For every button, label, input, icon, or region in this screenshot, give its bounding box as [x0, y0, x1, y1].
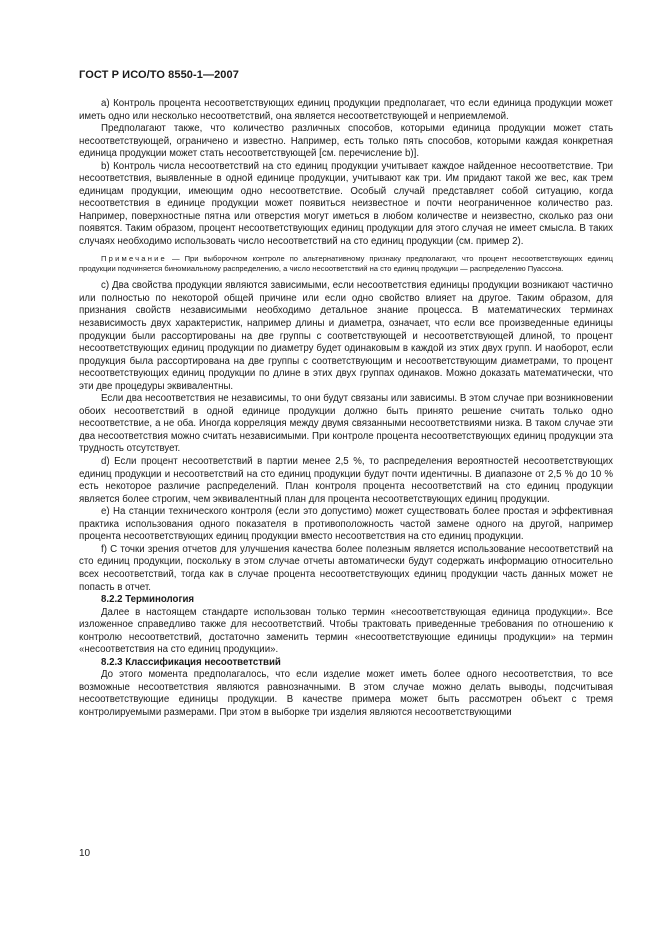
paragraph: Если два несоответствия не независимы, то они будут связаны или зависимы. В этом случае при возникновении обоих несоответствий в одной единице продукции должно быть принято решение считать только одно несоответствие, а не оба. Иногда корреляция между двумя связанными несоответствиями низка. В таком случае эти два несоответствия можно считать независимыми. При контроле процента несоответствующих единиц продукции эта трудность отсутствует.: [79, 393, 613, 455]
note: [79, 254, 613, 275]
paragraph-a: a) Контроль процента несоответствующих единиц продукции предполагает, что если единица продукции может иметь одно или несколько несоответствий, она является несоответствующей и неприемлемой.: [79, 98, 613, 122]
document-header: ГОСТ Р ИСО/ТО 8550-1—2007: [79, 69, 239, 81]
paragraph: До этого момента предполагалось, что если изделие может иметь более одного несоответствия, то все возможные несоответствия являются равнозначными. В этом случае можно делать выводы, подсчитывая несоответствующие единицы продукции. В качестве примера может быть рассмотрен объект с тремя контролируемыми размерами. При этом в выборке три изделия являются несоответствующими: [79, 669, 613, 718]
note-text: — При выборочном контроле по альтернативному признаку предполагают, что процент несоответствующих единиц продукции подчиняется биномиальному распределению, а число несоответствий на сто единиц продукции — распределению Пуассона.: [79, 253, 613, 273]
section-heading-8-2-2: 8.2.2 Терминология: [101, 594, 195, 606]
paragraph-c: c) Два свойства продукции являются зависимыми, если несоответствия единицы продукции возникают частично или полностью по некоторой общей причине или если одно свойство влияет на другое. Таким образом, для признания свойств независимыми необходимо детальное знание процесса. В математических терминах независимость двух характеристик, например длины и диаметра, означает, что если все произведенные единицы продукции были рассортированы на две группы с соответствующей и несоответствующей длиной, то процент несоответствующих единиц продукции по диаметру будет одинаковым в каждой из этих двух групп. И наоборот, если продукция была рассортирована на две группы с соответствующим и несоответствующим диаметрами, то процент несоответствующих единиц продукции по длине в этих двух группах одинаков. Можно доказать математически, что эти две процедуры эквивалентны.: [79, 280, 613, 392]
document-body: [79, 98, 613, 720]
paragraph-e: e) На станции технического контроля (если это допустимо) может существовать более простая и эффективная практика использования одного показателя в противоположность частой замене одного на другой, например процента несоответствующих единиц продукции вместо несоответствия на сто единиц продукции.: [79, 506, 613, 543]
note-label: Примечание: [101, 253, 167, 263]
paragraph: Далее в настоящем стандарте использован только термин «несоответствующая единица продукции». Все изложенное справедливо также для несоответствий. Чтобы трактовать приведенные требования по отношению к контролю несоответствий, достаточно заменить термин «несоответствующие единицы продукции» на термин «несоответствия на сто единиц продукции».: [79, 606, 613, 656]
paragraph-d: d) Если процент несоответствий в партии менее 2,5 %, то распределения вероятностей несоответствующих единиц продукции и несоответствий на сто единиц продукции будут почти идентичны. В диапазоне от 2,5 % до 10 % есть некоторое различие распределений. План контроля процента несоответствий на сто единиц продукции является более строгим, чем эквивалентный план для процента несоответствующих единиц продукции.: [79, 456, 613, 505]
paragraph: Предполагают также, что количество различных способов, которыми единица продукции может стать несоответствующей, ограничено и известно. Например, есть только пять способов, которыми каждая конкретная единица продукции может стать несоответствующей [см. перечисление b)].: [79, 123, 613, 160]
paragraph-f: f) С точки зрения отчетов для улучшения качества более полезным является использование несоответствий на сто единиц продукции, поскольку в этом случае отчеты автоматически будут содержать информацию относительно всех несоответствий, тогда как в случае процента несоответствующих единиц продукции часть данных может не попасть в отчет.: [79, 543, 613, 593]
section-heading-8-2-3: 8.2.3 Классификация несоответствий: [101, 656, 281, 668]
page-number: 10: [79, 848, 91, 859]
paragraph-b: b) Контроль числа несоответствий на сто единиц продукции учитывает каждое найденное несоответствие. Три несоответствия, выявленные в одной единице продукции, учитывают как три. Им придают такой же вес, как трем единицам продукции, имеющим одно несоответствие. Особый случай представляет собой ситуацию, когда несоответствия в единице продукции может появиться неизвестное и почти неограниченное количество раз. Например, поверхностные пятна или отверстия могут иметься в любом количестве и неизвестно, сколько раз они появятся. Таким образом, процент несоответствующих единиц продукции для этого случая не имеет смысла. В таких случаях необходимо использовать число несоответствий на сто единиц продукции (см. пример 2).: [79, 160, 613, 248]
